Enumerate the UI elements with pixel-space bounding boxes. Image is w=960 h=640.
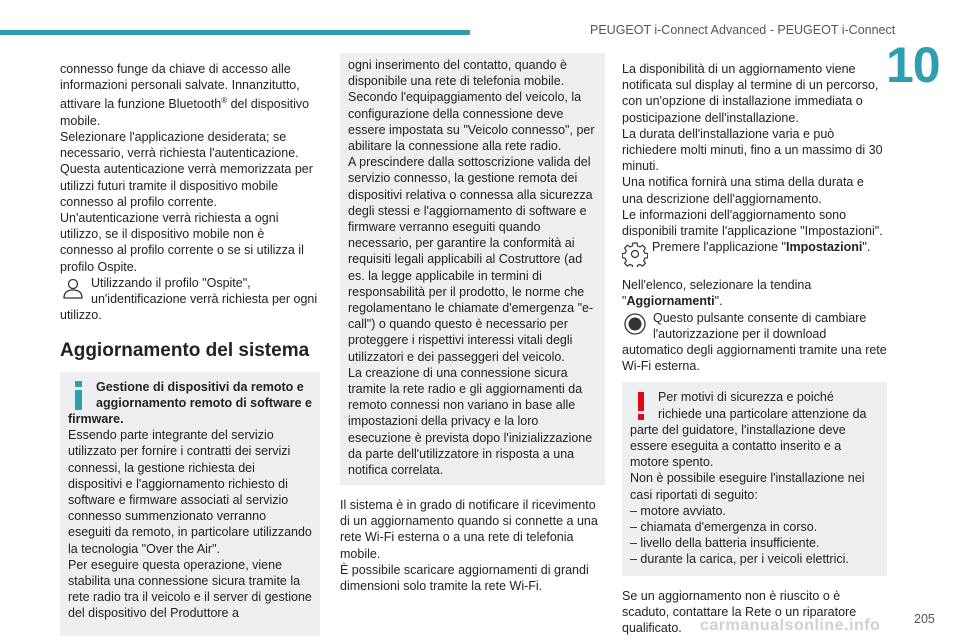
- watermark: carmanualsonline.info: [700, 617, 881, 634]
- chapter-number: 10: [886, 37, 940, 93]
- paragraph: Il sistema è in grado di notificare il ricevimento di un aggiornamento quando si connette a una rete Wi-Fi esterna o a una rete di telefonia mobile.: [340, 498, 598, 561]
- column-1: [60, 61, 320, 636]
- paragraph: Nell'elenco, selezionare la tendina "Aggiornamenti".: [622, 278, 812, 309]
- paragraph: Le informazioni dell'aggiornamento sono disponibili tramite l'applicazione "Impostazioni".: [622, 207, 883, 239]
- paragraph: connesso funge da chiave di accesso alle informazioni personali salvate. Innanzitutto, attivare la funzione Bluetooth® del dispositivo mobile.: [60, 62, 310, 128]
- radio-button-icon: [622, 311, 648, 337]
- column-3: [622, 61, 887, 636]
- warning-box: [622, 382, 887, 575]
- registered-mark: ®: [221, 96, 228, 106]
- paragraph: A prescindere dalla sottoscrizione valida del servizio connesso, la gestione remota dei dispositivi relativa o connessa alla sicurezza degli stessi e l'aggiornamento di software e firmware verranno eseguiti quando necessario, per garantire la conformità ai requisiti legali applicabili al Costruttore (ad es. la legge applicabile in termini di responsabilità per il prodotto, le norme che regolamentano le chiamate d'emergenza "e-call") o quando questo è necessario per proteggere i rispettivi interessi vitali degli utilizzatori e dei passeggeri del veicolo.: [348, 155, 594, 364]
- info-box-continued: [340, 53, 605, 485]
- list-item: – chiamata d'emergenza in corso.: [630, 520, 818, 535]
- paragraph: Secondo l'equipaggiamento del veicolo, la configurazione della connessione deve essere impostata su "Veicolo connesso", per abilitare la connessione alla rete radio.: [348, 90, 595, 154]
- paragraph: ogni inserimento del contatto, quando è disponibile una rete di telefonia mobile.: [348, 58, 567, 89]
- section-title: Aggiornamento del sistema: [60, 340, 310, 362]
- paragraph: La disponibilità di un aggiornamento viene notificata sul display al termine di un percorso, con un'opzione di installazione immediata o posticipazione dell'installazione.: [622, 62, 879, 125]
- info-icon: [68, 381, 90, 411]
- paragraph: Selezionare l'applicazione desiderata; se necessario, verrà richiesta l'autenticazione.: [60, 129, 299, 161]
- guest-profile-note: Utilizzando il profilo "Ospite", un'identificazione verrà richiesta per ogni utilizzo.: [60, 275, 318, 323]
- paragraph: La creazione di una connessione sicura tramite la rete radio e gli aggiornamenti da remoto connessi non variano in base alle impostazioni della privacy e la loro esecuzione è prevista dopo l'inizializzazione da parte dell'utilizzatore in risposta a una notifica correlata.: [348, 365, 593, 478]
- list-item: – durante la carica, per i veicoli elettrici.: [630, 552, 849, 567]
- paragraph: Se un aggiornamento non è riuscito o è scaduto, contattare la Rete o un riparatore qualificato.: [622, 588, 857, 636]
- info-title: Gestione di dispositivi da remoto e aggiornamento remoto di software e firmware.: [68, 379, 313, 427]
- paragraph: È possibile scaricare aggiornamenti di grandi dimensioni solo tramite la rete Wi-Fi.: [340, 562, 589, 594]
- auto-update-toggle-note: Questo pulsante consente di cambiare l'autorizzazione per il download automatico degli aggiornamenti tramite una rete Wi-Fi esterna.: [622, 310, 887, 374]
- paragraph: Non è possibile eseguire l'installazione nei casi riportati di seguito:: [630, 471, 865, 502]
- paragraph: Questa autenticazione verrà memorizzata per utilizzi futuri tramite il dispositivo mobile connesso al profilo corrente.: [60, 162, 313, 209]
- paragraph: Per motivi di sicurezza e poiché richiede una particolare attenzione da parte del guidatore, l'installazione deve essere eseguita a contatto inserito e a motore spento.: [630, 390, 867, 470]
- header-title: PEUGEOT i-Connect Advanced - PEUGEOT i-Connect: [590, 23, 896, 37]
- paragraph: Un'autenticazione verrà richiesta a ogni utilizzo, se il dispositivo mobile non è connesso al profilo corrente o se si utilizza il profilo Ospite.: [60, 210, 304, 274]
- info-box: [60, 372, 320, 636]
- list-item: – livello della batteria insufficiente.: [630, 536, 820, 551]
- gear-icon: [622, 241, 648, 267]
- column-2: [340, 53, 605, 594]
- paragraph: Per eseguire questa operazione, viene stabilita una connessione sicura tramite la rete radio tra il veicolo e il server di gestione del dispositivo del Produttore a: [68, 557, 312, 621]
- guest-profile-icon: [60, 276, 86, 302]
- warning-icon: [630, 391, 652, 421]
- header-accent-bar: [0, 30, 470, 35]
- paragraph: Essendo parte integrante del servizio utilizzato per fornire i contratti dei servizi connessi, la gestione richiesta dei dispositivi e l'aggiornamento richiesto di software e firmware associati al servizio connesso summenzionato verranno eseguiti da remoto, in particolare utilizzando la tecnologia "Over the Air".: [68, 428, 312, 556]
- paragraph: Una notifica fornirà una stima della durata e una descrizione dell'aggiornamento.: [622, 175, 864, 206]
- paragraph: La durata dell'installazione varia e può richiedere molti minuti, fino a un massimo di 30 minuti.: [622, 126, 883, 174]
- settings-instruction: Premere l'applicazione "Impostazioni".: [622, 239, 887, 273]
- page-number: 205: [914, 612, 935, 626]
- list-item: – motore avviato.: [630, 503, 726, 518]
